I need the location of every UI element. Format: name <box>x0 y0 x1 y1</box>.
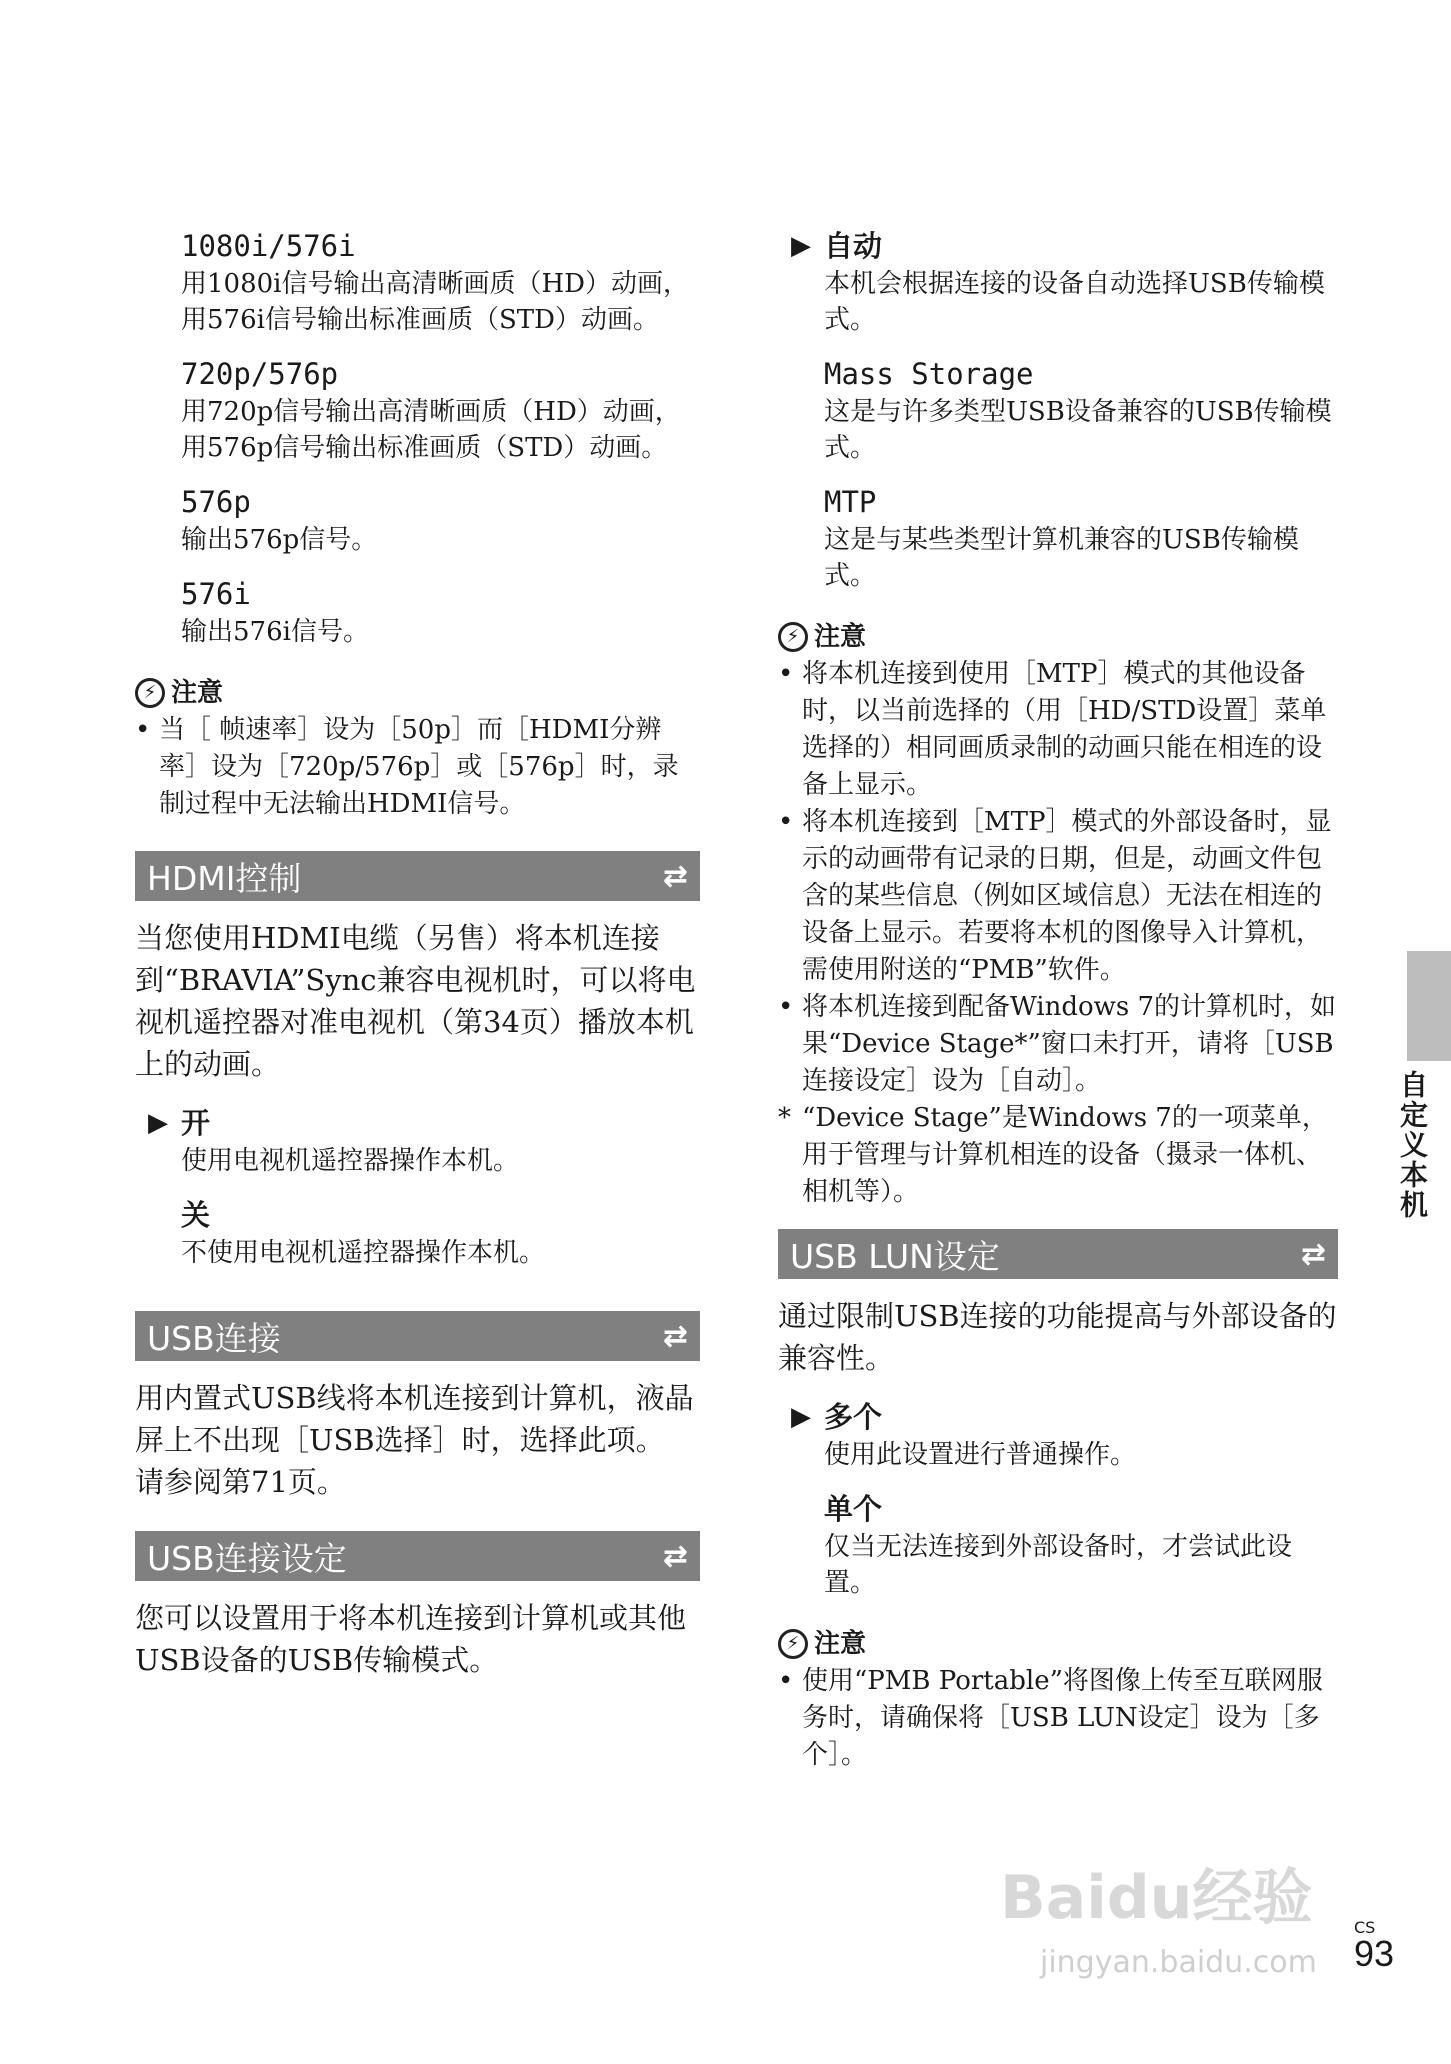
exclamation-icon: ⚡ <box>778 1629 808 1659</box>
triangle-icon: ▶ <box>148 1108 168 1138</box>
option-title: 自动 <box>824 229 883 263</box>
note-item: • 将本机连接到配备Windows 7的计算机时，如果“Device Stage*”窗口未打开，请将［USB连接设定］设为［自动］。 <box>778 989 1338 1100</box>
switch-arrows-icon: ⇄ <box>662 1318 688 1354</box>
note-heading <box>778 620 1338 654</box>
option-auto <box>778 228 1338 338</box>
option-desc: 输出576i信号。 <box>181 617 369 647</box>
triangle-icon: ▶ <box>791 231 811 261</box>
option-title: MTP <box>824 485 877 519</box>
option-desc: 本机会根据连接的设备自动选择USB传输模式。 <box>824 269 1325 335</box>
note-title: 注意 <box>814 622 867 652</box>
note-heading <box>778 1627 1338 1661</box>
exclamation-icon: ⚡ <box>135 678 165 708</box>
option-576i <box>135 576 700 650</box>
section-body: 通过限制USB连接的功能提高与外部设备的兼容性。 <box>778 1299 1337 1375</box>
option-on <box>135 1105 700 1179</box>
option-1080i <box>135 228 700 338</box>
watermark-url: jingyan.baidu.com <box>1040 1945 1317 1980</box>
page-number: 93 <box>1354 1933 1395 1974</box>
option-single <box>778 1491 1338 1601</box>
section-body: 当您使用HDMI电缆（另售）将本机连接到“BRAVIA”Sync兼容电视机时，可以将电视机遥控器对准电视机（第34页）播放本机上的动画。 <box>135 921 696 1081</box>
switch-arrows-icon: ⇄ <box>662 1538 688 1574</box>
option-desc: 仅当无法连接到外部设备时，才尝试此设置。 <box>824 1532 1293 1598</box>
note-list <box>135 712 700 823</box>
footnote: * “Device Stage”是Windows 7的一项菜单，用于管理与计算机相连的设备（摄录一体机、相机等）。 <box>778 1100 1338 1211</box>
note-item: • 将本机连接到［MTP］模式的外部设备时，显示的动画带有记录的日期，但是，动画文件包含的某些信息（例如区域信息）无法在相连的设备上显示。若要将本机的图像导入计算机，需使用附送的“PMB”软件。 <box>778 804 1338 989</box>
option-desc: 用720p信号输出高清晰画质（HD）动画，用576p信号输出标准画质（STD）动画。 <box>181 397 681 463</box>
option-title: 576i <box>181 577 251 611</box>
option-desc: 使用电视机遥控器操作本机。 <box>181 1146 520 1176</box>
option-desc: 不使用电视机遥控器操作本机。 <box>181 1238 546 1268</box>
chapter-tab <box>1407 951 1451 1061</box>
option-title: Mass Storage <box>824 357 1034 391</box>
watermark: Baidu经验 <box>1000 1863 1313 1933</box>
section-usb-lun <box>778 1229 1338 1279</box>
exclamation-icon: ⚡ <box>778 622 808 652</box>
section-usb-settings <box>135 1531 700 1581</box>
section-title: USB连接设定 <box>147 1538 347 1578</box>
option-title: 单个 <box>824 1492 883 1526</box>
option-title: 720p/576p <box>181 357 339 391</box>
note-list <box>778 1663 1338 1774</box>
note-title: 注意 <box>814 1629 867 1659</box>
note-item: • 使用“PMB Portable”将图像上传至互联网服务时，请确保将［USB LUN设定］设为［多个］。 <box>778 1663 1338 1774</box>
section-title: USB连接 <box>147 1318 281 1358</box>
option-off <box>135 1197 700 1271</box>
page-lang: CS <box>1354 1918 1376 1937</box>
section-body: 用内置式USB线将本机连接到计算机，液晶屏上不出现［USB选择］时，选择此项。 <box>135 1381 694 1457</box>
option-title: 576p <box>181 485 251 519</box>
switch-arrows-icon: ⇄ <box>1300 1236 1326 1272</box>
option-desc: 用1080i信号输出高清晰画质（HD）动画，用576i信号输出标准画质（STD）动画。 <box>181 269 690 335</box>
note-item: • 将本机连接到使用［MTP］模式的其他设备时，以当前选择的（用［HD/STD设置］菜单选择的）相同画质录制的动画只能在相连的设备上显示。 <box>778 656 1338 804</box>
option-mass-storage <box>778 356 1338 466</box>
note-item: • 当［ 帧速率］设为［50p］而［HDMI分辨率］设为［720p/576p］或［576p］时，录制过程中无法输出HDMI信号。 <box>135 712 700 823</box>
option-desc: 这是与某些类型计算机兼容的USB传输模式。 <box>824 525 1299 591</box>
section-hdmi-control <box>135 851 700 901</box>
section-body: 您可以设置用于将本机连接到计算机或其他USB设备的USB传输模式。 <box>135 1601 687 1677</box>
left-column <box>135 228 700 1701</box>
note-title: 注意 <box>171 678 224 708</box>
triangle-icon: ▶ <box>791 1402 811 1432</box>
option-desc: 使用此设置进行普通操作。 <box>824 1440 1137 1470</box>
chapter-label: 自定义本机 <box>1396 1070 1429 1220</box>
section-title: USB LUN设定 <box>790 1236 1000 1276</box>
section-usb-connect <box>135 1311 700 1361</box>
option-title: 1080i/576i <box>181 229 356 263</box>
right-column <box>778 228 1338 1774</box>
note-heading <box>135 676 700 710</box>
option-desc: 这是与许多类型USB设备兼容的USB传输模式。 <box>824 397 1332 463</box>
option-576p <box>135 484 700 558</box>
option-mtp <box>778 484 1338 594</box>
option-multiple <box>778 1399 1338 1473</box>
section-body: 请参阅第71页。 <box>135 1465 346 1499</box>
option-720p <box>135 356 700 466</box>
option-title: 关 <box>181 1198 211 1232</box>
switch-arrows-icon: ⇄ <box>662 858 688 894</box>
note-list <box>778 656 1338 1211</box>
option-desc: 输出576p信号。 <box>181 525 378 555</box>
option-title: 多个 <box>824 1400 883 1434</box>
section-title: HDMI控制 <box>147 858 302 898</box>
option-title: 开 <box>181 1106 211 1140</box>
